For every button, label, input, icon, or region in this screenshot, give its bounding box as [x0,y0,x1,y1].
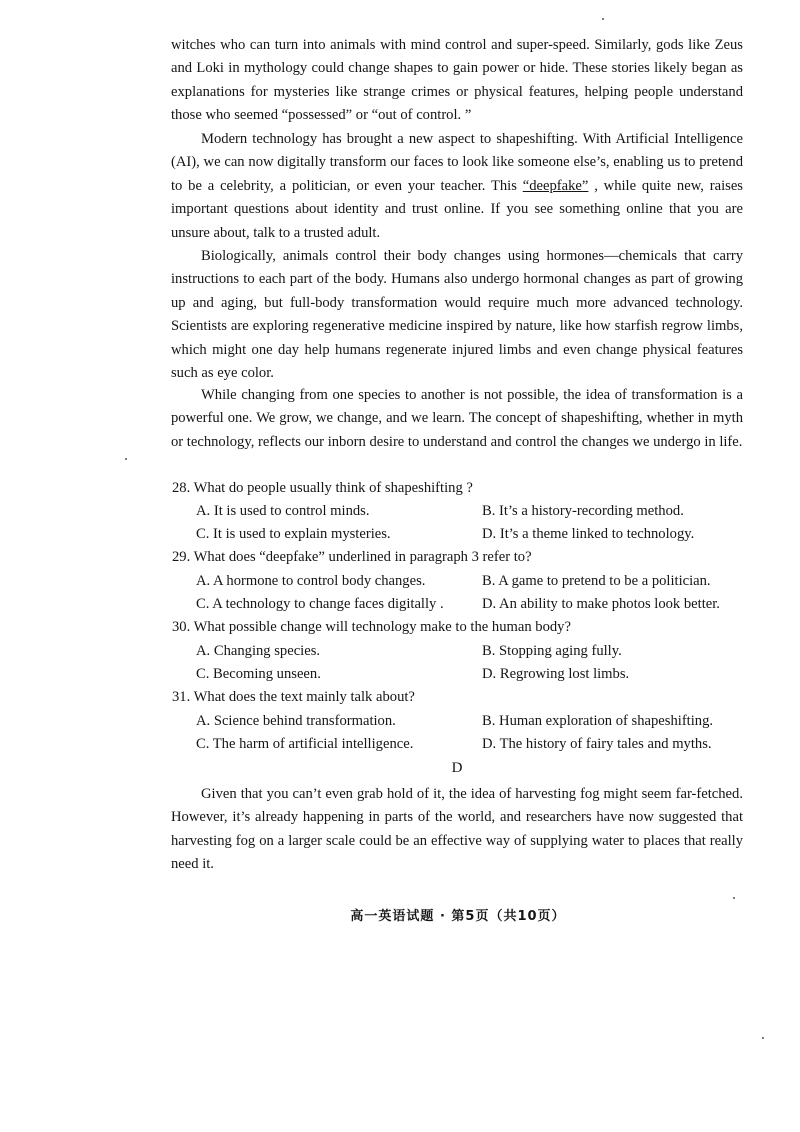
paragraph-2-text-before: Modern technology has brought a new aspect to shapeshifting. With Artificial Intelligence (AI), we can now digitally transform our faces to look like someone else’s, enabling us to pretend to be a celebrity, a politician, or even your teacher. This [171,131,743,194]
scan-speck [733,897,735,899]
passage-paragraph-3: Biologically, animals control their body changes using hormones—chemicals that carry instructions to each part of the body. Humans also undergo hormonal changes as part of growing up and aging, but full-body transformation would require much more advanced technology. Scientists are exploring regenerative medicine inspired by nature, like how starfish regrow limbs, which might one day help humans regenerate injured limbs and even change physical features such as eye color. [171,248,743,382]
question-30-stem: 30. What possible change will technology make to the human body? [172,619,571,635]
question-30-option-d: D. Regrowing lost limbs. [482,666,630,682]
question-31-stem: 31. What does the text mainly talk about? [172,689,415,705]
question-31-option-a: A. Science behind transformation. [196,713,396,729]
question-28-option-a: A. It is used to control minds. [196,503,370,519]
question-28-stem: 28. What do people usually think of shapeshifting ? [172,480,473,496]
question-28-option-b: B. It’s a history-recording method. [482,503,684,519]
scan-speck [602,18,604,20]
question-29-option-c: C. A technology to change faces digitally . [196,596,444,612]
scan-speck [762,1037,764,1039]
question-29-stem: 29. What does “deepfake” underlined in paragraph 3 refer to? [172,549,532,565]
passage-paragraph-2 [171,128,743,245]
question-28-option-d: D. It’s a theme linked to technology. [482,526,695,542]
question-30-option-a: A. Changing species. [196,643,321,659]
passage-paragraph-1: witches who can turn into animals with mind control and super-speed. Similarly, gods like Zeus and Loki in mythology could change shapes to gain power or hide. These stories likely began as explanations for mysteries like strange crimes or physical features, helping people understand those who seemed “possessed” or “out of control. ” [171,37,743,124]
question-31-option-c: C. The harm of artificial intelligence. [196,736,414,752]
passage-paragraph-4: While changing from one species to another is not possible, the idea of transformation is a powerful one. We grow, we change, and we learn. The concept of shapeshifting, whether in myth or technology, reflects our inborn desire to understand and control the changes we undergo in life. [171,387,743,450]
question-31-option-b: B. Human exploration of shapeshifting. [482,713,714,729]
deepfake-underlined-term: “deepfake” [522,177,589,194]
question-29-option-a: A. A hormone to control body changes. [196,573,426,589]
question-29-option-d: D. An ability to make photos look better. [482,596,720,612]
scan-speck [125,458,127,460]
section-d-paragraph-1: Given that you can’t even grab hold of it, the idea of harvesting fog might seem far-fetched. However, it’s already happening in parts of the world, and researchers have now suggested that harvesting fog on a larger scale could be an effective way of supplying water to places that really need it. [171,786,743,873]
question-29-option-b: B. A game to pretend to be a politician. [482,573,711,589]
question-30-option-c: C. Becoming unseen. [196,666,321,682]
paragraph-2-text-after: , while quite new, raises important questions about identity and trust online. If you see something online that you are unsure about, talk to a trusted adult. [171,177,743,241]
question-30-option-b: B. Stopping aging fully. [482,643,622,659]
section-d-heading: D [451,760,463,776]
question-28-option-c: C. It is used to explain mysteries. [196,526,391,542]
question-31-option-d: D. The history of fairy tales and myths. [482,736,712,752]
page-footer: 高一英语试题 · 第5页（共10页） [350,909,566,924]
